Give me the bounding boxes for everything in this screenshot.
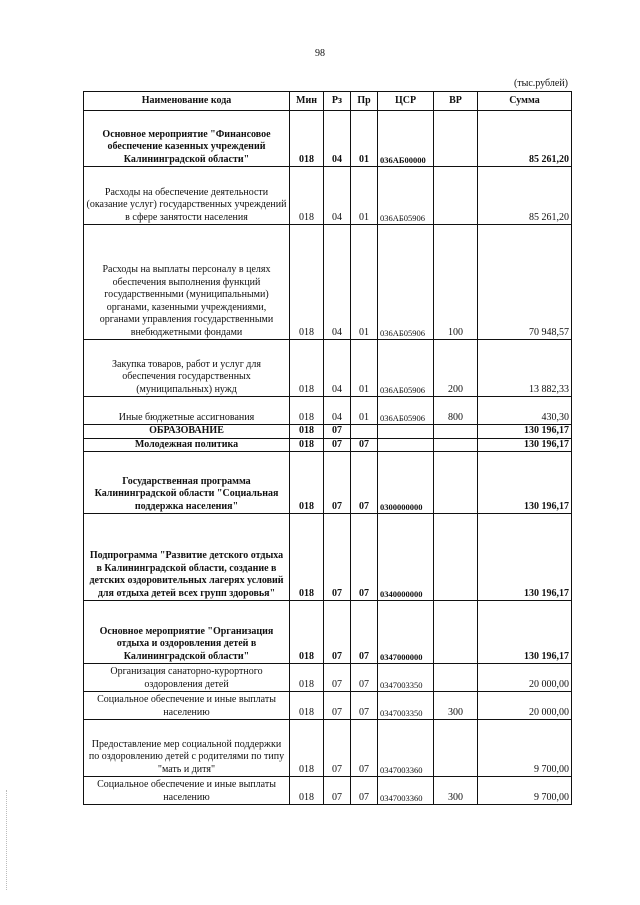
row-min: 018 (290, 397, 324, 425)
row-vr (434, 111, 478, 167)
row-rz: 07 (324, 601, 351, 664)
row-vr (434, 425, 478, 439)
row-pr (351, 425, 378, 439)
row-min: 018 (290, 452, 324, 514)
unit-note: (тыс.рублей) (513, 78, 568, 89)
row-name: Социальное обеспечение и иные выплаты населению (84, 692, 290, 720)
row-csr: 036АБ05906 (378, 397, 434, 425)
row-rz: 07 (324, 514, 351, 601)
table-row (84, 111, 572, 167)
row-rz: 04 (324, 340, 351, 397)
table-row (84, 438, 572, 452)
row-pr: 01 (351, 167, 378, 225)
row-min: 018 (290, 225, 324, 340)
row-min: 018 (290, 438, 324, 452)
row-vr (434, 720, 478, 777)
row-name: Государственная программа Калининградской области "Социальная поддержка населения" (84, 452, 290, 514)
table-row (84, 225, 572, 340)
row-name: Молодежная политика (84, 438, 290, 452)
row-min: 018 (290, 720, 324, 777)
row-sum: 85 261,20 (478, 167, 572, 225)
row-vr: 200 (434, 340, 478, 397)
header-vr: ВР (434, 92, 478, 111)
row-min: 018 (290, 601, 324, 664)
row-min: 018 (290, 111, 324, 167)
row-name: Иные бюджетные ассигнования (84, 397, 290, 425)
row-sum: 430,30 (478, 397, 572, 425)
row-min: 018 (290, 777, 324, 805)
header-rz: Рз (324, 92, 351, 111)
page-number: 98 (315, 48, 325, 59)
row-pr: 07 (351, 692, 378, 720)
row-csr: 036АБ05906 (378, 340, 434, 397)
row-sum: 70 948,57 (478, 225, 572, 340)
row-vr: 300 (434, 692, 478, 720)
row-sum: 20 000,00 (478, 692, 572, 720)
row-min: 018 (290, 692, 324, 720)
row-csr: 0300000000 (378, 452, 434, 514)
row-pr: 07 (351, 777, 378, 805)
row-pr: 01 (351, 340, 378, 397)
row-rz: 07 (324, 452, 351, 514)
scan-edge-mark (6, 790, 8, 890)
row-rz: 04 (324, 225, 351, 340)
row-csr (378, 438, 434, 452)
row-rz: 04 (324, 111, 351, 167)
row-csr: 0347003360 (378, 777, 434, 805)
header-name: Наименование кода (84, 92, 290, 111)
row-vr (434, 452, 478, 514)
table-row (84, 601, 572, 664)
table-row (84, 452, 572, 514)
row-csr: 0347003350 (378, 692, 434, 720)
row-sum: 85 261,20 (478, 111, 572, 167)
row-csr: 0347003360 (378, 720, 434, 777)
row-csr: 036АБ00000 (378, 111, 434, 167)
row-csr (378, 425, 434, 439)
row-vr: 300 (434, 777, 478, 805)
row-name: Подпрограмма "Развитие детского отдыха в Калининградской области, создание в детских оздоровительных лагерях условий для отдыха детей всех групп здоровья" (84, 514, 290, 601)
header-csr: ЦСР (378, 92, 434, 111)
budget-table (83, 91, 572, 805)
row-vr: 800 (434, 397, 478, 425)
row-rz: 07 (324, 664, 351, 692)
row-pr: 01 (351, 111, 378, 167)
row-name: Социальное обеспечение и иные выплаты населению (84, 777, 290, 805)
row-sum: 130 196,17 (478, 425, 572, 439)
table-row (84, 167, 572, 225)
table-row (84, 397, 572, 425)
table-row (84, 425, 572, 439)
row-min: 018 (290, 425, 324, 439)
row-sum: 130 196,17 (478, 514, 572, 601)
row-pr: 01 (351, 397, 378, 425)
row-vr (434, 438, 478, 452)
row-csr: 036АБ05906 (378, 167, 434, 225)
table-row (84, 664, 572, 692)
row-name: Закупка товаров, работ и услуг для обеспечения государственных (муниципальных) нужд (84, 340, 290, 397)
row-min: 018 (290, 664, 324, 692)
table-header-row (84, 92, 572, 111)
header-min: Мин (290, 92, 324, 111)
row-name: ОБРАЗОВАНИЕ (84, 425, 290, 439)
row-csr: 036АБ05906 (378, 225, 434, 340)
row-vr: 100 (434, 225, 478, 340)
row-rz: 07 (324, 438, 351, 452)
row-pr: 07 (351, 452, 378, 514)
row-name: Предоставление мер социальной поддержки по оздоровлению детей с родителями по типу "мать и дитя" (84, 720, 290, 777)
row-csr: 0340000000 (378, 514, 434, 601)
header-sum: Сумма (478, 92, 572, 111)
table-row (84, 720, 572, 777)
row-vr (434, 514, 478, 601)
header-pr: Пр (351, 92, 378, 111)
row-csr: 0347000000 (378, 601, 434, 664)
row-pr: 07 (351, 438, 378, 452)
row-pr: 07 (351, 601, 378, 664)
row-min: 018 (290, 167, 324, 225)
row-rz: 07 (324, 692, 351, 720)
row-vr (434, 167, 478, 225)
row-rz: 07 (324, 720, 351, 777)
row-rz: 04 (324, 397, 351, 425)
row-vr (434, 601, 478, 664)
row-sum: 13 882,33 (478, 340, 572, 397)
row-sum: 9 700,00 (478, 777, 572, 805)
row-sum: 130 196,17 (478, 438, 572, 452)
table-row (84, 692, 572, 720)
row-vr (434, 664, 478, 692)
row-name: Основное мероприятие "Финансовое обеспечение казенных учреждений Калининградской области" (84, 111, 290, 167)
table-row (84, 777, 572, 805)
table-row (84, 340, 572, 397)
row-min: 018 (290, 340, 324, 397)
row-name: Расходы на выплаты персоналу в целях обеспечения выполнения функций государственными (муниципальными) органами, казенными учреждениями, органами управления государственными внебюджетными фондами (84, 225, 290, 340)
row-sum: 20 000,00 (478, 664, 572, 692)
row-name: Расходы на обеспечение деятельности (оказание услуг) государственных учреждений в сфере занятости населения (84, 167, 290, 225)
row-min: 018 (290, 514, 324, 601)
row-pr: 07 (351, 514, 378, 601)
row-rz: 07 (324, 425, 351, 439)
row-sum: 9 700,00 (478, 720, 572, 777)
row-name: Организация санаторно-курортного оздоровления детей (84, 664, 290, 692)
row-pr: 07 (351, 664, 378, 692)
row-csr: 0347003350 (378, 664, 434, 692)
row-rz: 07 (324, 777, 351, 805)
table-row (84, 514, 572, 601)
row-pr: 07 (351, 720, 378, 777)
row-pr: 01 (351, 225, 378, 340)
row-name: Основное мероприятие "Организация отдыха и оздоровления детей в Калининградской области" (84, 601, 290, 664)
row-sum: 130 196,17 (478, 601, 572, 664)
row-rz: 04 (324, 167, 351, 225)
row-sum: 130 196,17 (478, 452, 572, 514)
